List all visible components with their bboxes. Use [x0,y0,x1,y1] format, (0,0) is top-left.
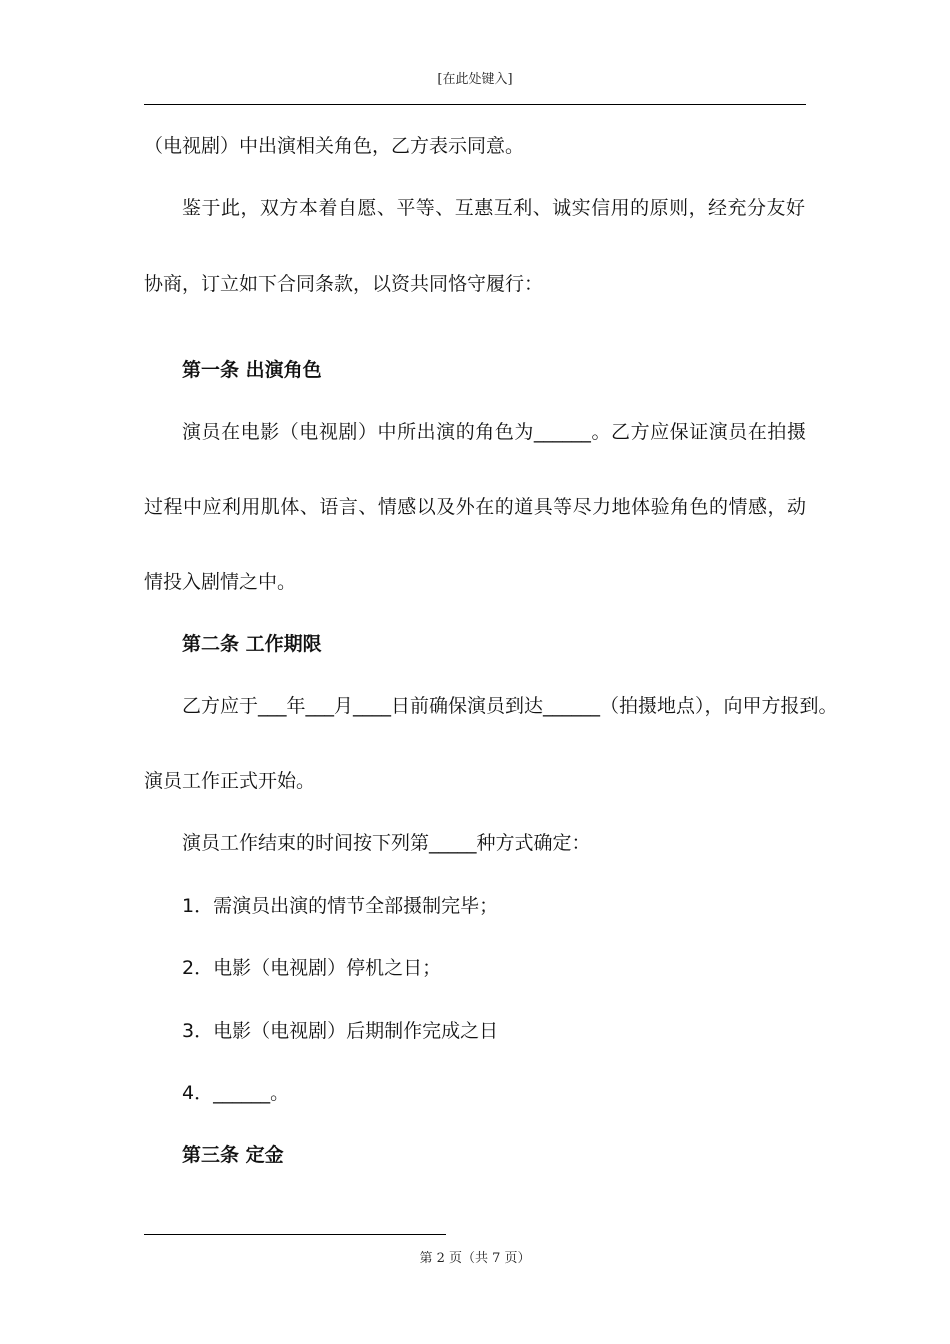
section-heading: 第二条 工作期限 [182,633,322,655]
paragraph-line: 演员工作正式开始。 [144,770,316,792]
header-divider [144,104,806,105]
paragraph-line: 情投入剧情之中。 [144,571,297,593]
paragraph-line: 协商，订立如下合同条款，以资共同恪守履行： [144,273,544,295]
section-heading: 第一条 出演角色 [182,359,322,381]
paragraph-line: 演员工作结束的时间按下列第_____种方式确定： [182,832,591,854]
footer-divider [144,1234,446,1235]
list-item: 1．需演员出演的情节全部摄制完毕； [182,895,499,917]
page-footer: 第 2 页（共 7 页） [419,1251,531,1266]
section-heading: 第三条 定金 [182,1144,284,1166]
paragraph-line: 演员在电影（电视剧）中所出演的角色为______。乙方应保证演员在拍摄 [182,421,806,443]
paragraph-line: （电视剧）中出演相关角色，乙方表示同意。 [144,135,525,157]
paragraph-line: 过程中应利用肌体、语言、情感以及外在的道具等尽力地体验角色的情感，动 [144,496,806,518]
list-item: 4．______。 [182,1082,290,1104]
list-item: 3．电影（电视剧）后期制作完成之日 [182,1020,499,1042]
list-item: 2．电影（电视剧）停机之日； [182,957,442,979]
page-header: [在此处键入] [437,72,513,87]
paragraph-line: 鉴于此，双方本着自愿、平等、互惠互利、诚实信用的原则，经充分友好 [182,197,805,219]
paragraph-line: 乙方应于___年___月____日前确保演员到达______（拍摄地点），向甲方报到。 [182,695,838,717]
